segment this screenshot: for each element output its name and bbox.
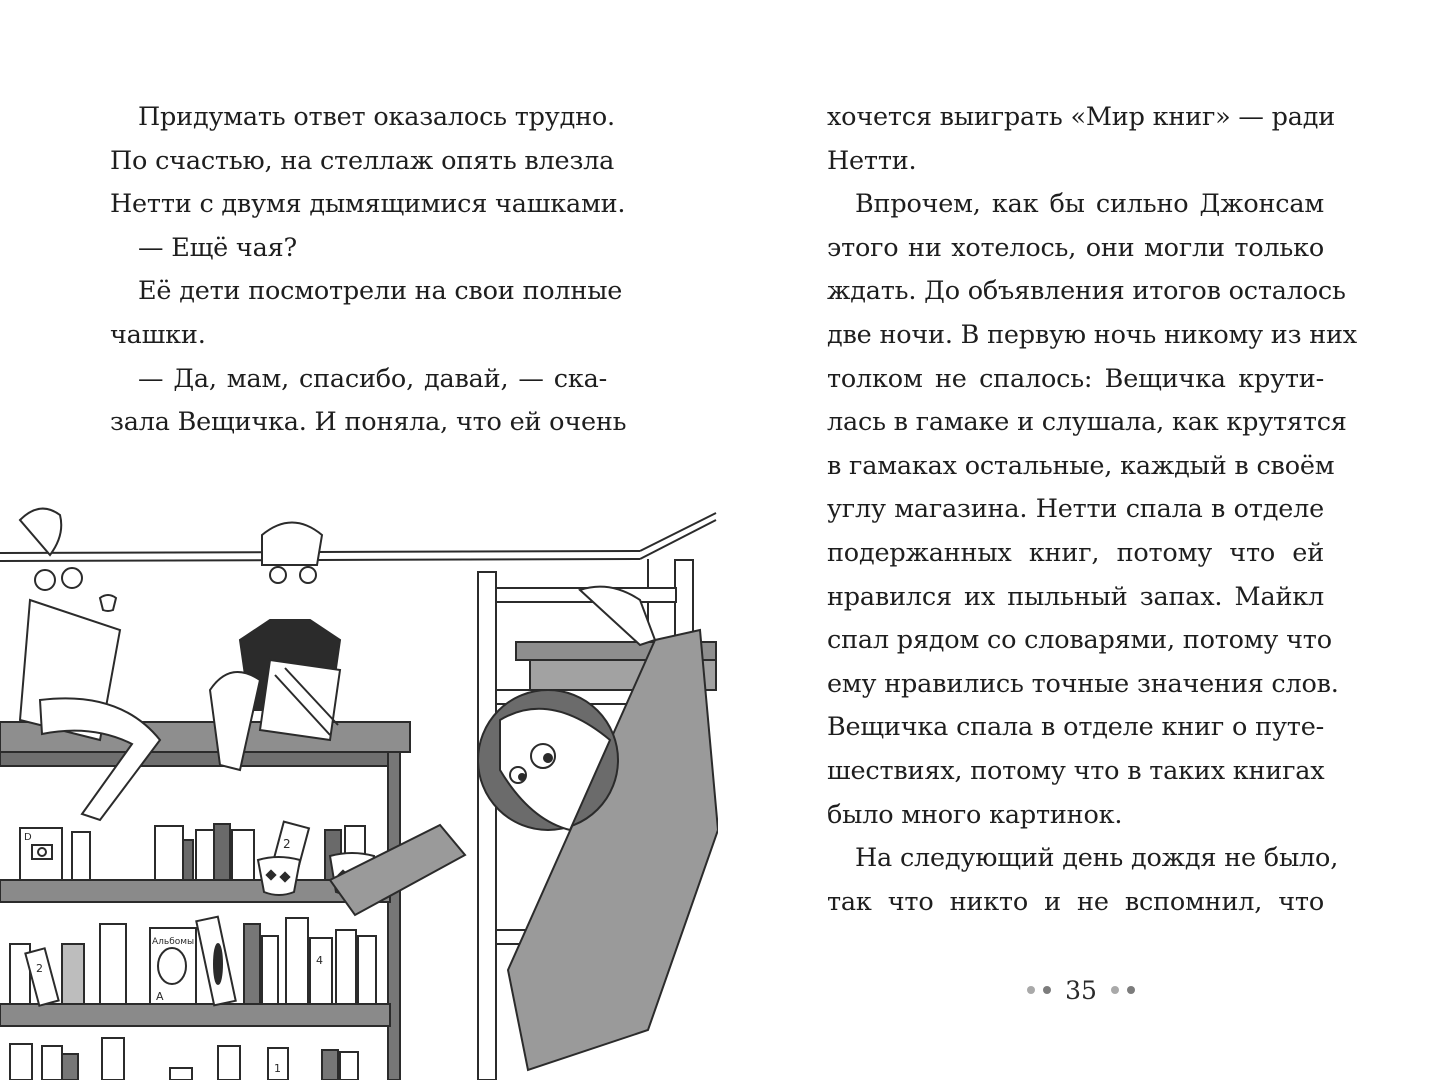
text-line: этого ни хотелось, они могли только [827, 232, 1324, 263]
text-line: спал рядом со словарями, потому что [827, 625, 1332, 656]
bookshop-illustration [0, 500, 718, 1080]
text-line: Придумать ответ оказалось трудно. [138, 102, 615, 132]
page-dot-icon [1043, 986, 1051, 994]
left-page [0, 0, 716, 1080]
text-line: Вещичка спала в отделе книг о путе- [827, 712, 1324, 743]
page-number [1016, 970, 1146, 1010]
text-line: углу магазина. Нетти спала в отделе [827, 494, 1324, 525]
right-page-text [827, 96, 1357, 924]
text-line: По счастью, на стеллаж опять влезла [110, 145, 615, 176]
svg-text:1: 1 [274, 1062, 281, 1075]
right-page [716, 0, 1433, 1080]
svg-text:2: 2 [283, 837, 291, 851]
text-line: толком не спалось: Вещичка крути- [827, 363, 1324, 394]
svg-text:D: D [24, 832, 32, 843]
svg-text:4: 4 [316, 954, 323, 967]
page-number-value: 35 [1065, 975, 1097, 1005]
text-line: Нетти с двумя дымящимися чашками. [110, 189, 626, 220]
text-line: так что никто и не вспомнил, что [827, 886, 1324, 917]
text-line: шествиях, потому что в таких книгах [827, 755, 1325, 786]
text-line: лась в гамаке и слушала, как крутятся [827, 407, 1347, 438]
page-dot-icon [1027, 986, 1035, 994]
text-line: ему нравились точные значения слов. [827, 668, 1339, 699]
text-line: две ночи. В первую ночь никому из них [827, 319, 1357, 350]
wall-molding [0, 513, 716, 640]
left-page-text [110, 96, 627, 445]
text-line: зала Вещичка. И поняла, что ей очень [110, 407, 627, 438]
svg-text:Альбомы: Альбомы [152, 937, 195, 947]
text-line: в гамаках остальные, каждый в своём [827, 450, 1335, 481]
text-line: было много картинок. [827, 799, 1123, 830]
page-dot-icon [1127, 986, 1135, 994]
svg-text:2: 2 [36, 962, 43, 975]
boy-character [20, 509, 160, 820]
page-dot-icon [1111, 986, 1119, 994]
text-line: — Ещё чая? [138, 232, 297, 263]
text-line: Её дети посмотрели на свои полные [138, 276, 623, 307]
text-line: хочется выиграть «Мир книг» — ради [827, 102, 1336, 132]
text-line: Впрочем, как бы сильно Джонсам [855, 189, 1324, 220]
text-line: подержанных книг, потому что ей [827, 537, 1324, 568]
text-line: — Да, мам, спасибо, давай, — ска- [138, 363, 607, 394]
text-line: нравился их пыльный запах. Майкл [827, 581, 1324, 612]
text-line: Нетти. [827, 145, 917, 176]
text-line: чашки. [110, 319, 206, 350]
svg-text:A: A [156, 990, 164, 1003]
text-line: На следующий день дождя не было, [855, 843, 1339, 874]
text-line: ждать. До объявления итогов осталось [827, 276, 1346, 307]
